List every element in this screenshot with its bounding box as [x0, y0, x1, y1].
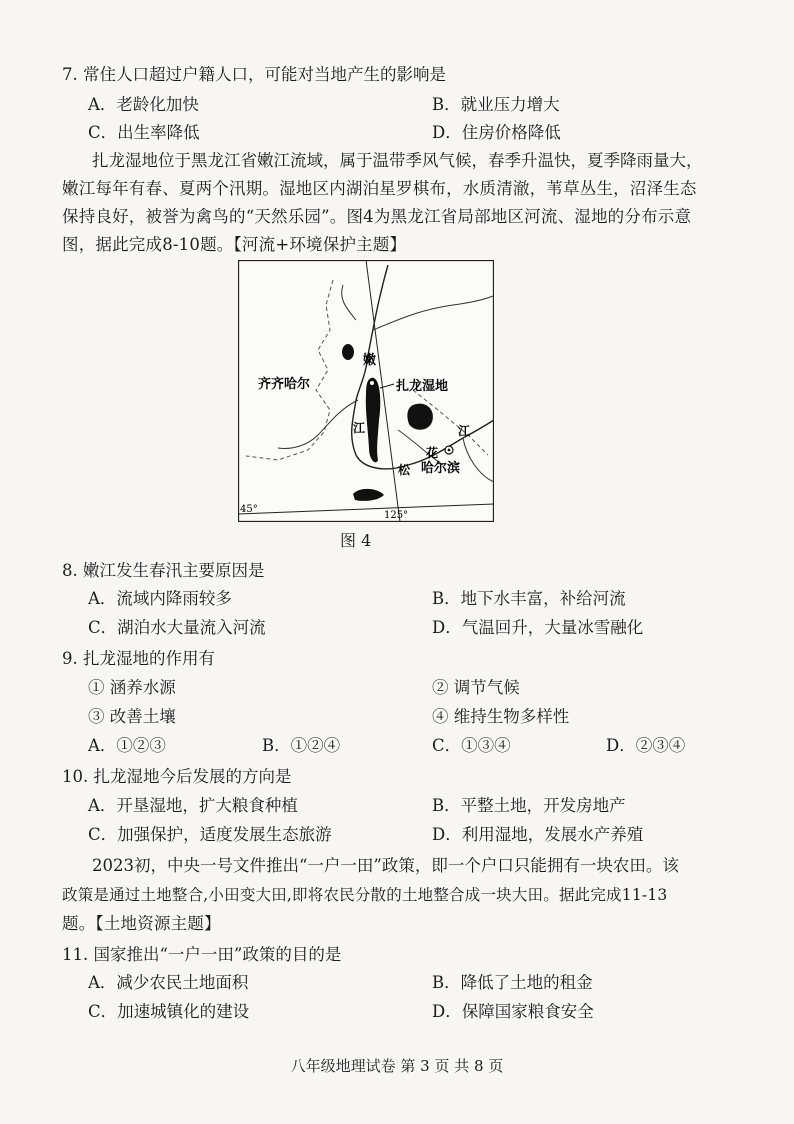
passage2-line2: 政策是通过土地整合,小田变大田,即将农民分散的土地整合成一块大田。据此完成11-13	[62, 886, 668, 904]
q9-statement-2: ② 调节气候	[432, 678, 520, 697]
q9-stem: 9. 扎龙湿地的作用有	[62, 649, 215, 668]
q8-stem: 8. 嫩江发生春汛主要原因是	[62, 561, 265, 580]
label-harbin: 哈尔滨	[421, 461, 461, 476]
label-qiqihar: 齐齐哈尔	[258, 377, 311, 392]
label-hua: 花	[426, 446, 439, 460]
label-lon-125: 125°	[384, 510, 409, 521]
passage1-line2: 嫩江每年有春、夏两个汛期。湿地区内湖泊星罗棋布，水质清澈，苇草丛生，沼泽生态	[62, 179, 697, 198]
q10-option-d: D．利用湿地，发展水产养殖	[432, 825, 644, 844]
page-footer: 八年级地理试卷 第 3 页 共 8 页	[290, 1057, 504, 1075]
q8-option-b: B．地下水丰富，补给河流	[432, 589, 626, 608]
q8-option-d: D．气温回升，大量冰雪融化	[432, 618, 644, 637]
q8-option-c: C．湖泊水大量流入河流	[88, 618, 266, 637]
lake-east	[407, 404, 433, 430]
q10-stem: 10. 扎龙湿地今后发展的方向是	[62, 767, 292, 786]
q9-statement-1: ① 涵养水源	[88, 678, 176, 697]
q10-option-b: B．平整土地，开发房地产	[432, 796, 626, 815]
q7-stem: 7. 常住人口超过户籍人口，可能对当地产生的影响是	[62, 65, 446, 84]
q11-option-d: D．保障国家粮食安全	[432, 1002, 594, 1021]
passage2-line1: 2023初，中央一号文件推出“一户一田”政策，即一个户口只能拥有一块农田。该	[92, 856, 679, 875]
q11-option-a: A．减少农民土地面积	[88, 973, 249, 992]
label-lat-45: 45°	[240, 504, 258, 515]
q10-option-a: A．开垦湿地，扩大粮食种植	[88, 796, 298, 815]
q10-option-c: C．加强保护，适度发展生态旅游	[88, 825, 332, 844]
figure4-map	[238, 260, 494, 522]
q9-option-b: B．①②④	[262, 736, 341, 755]
q11-option-b: B．降低了土地的租金	[432, 973, 593, 992]
q9-statement-3: ③ 改善土壤	[88, 707, 176, 726]
q9-option-a: A．①②③	[88, 736, 166, 755]
qiqihar-city-marker	[369, 380, 374, 385]
label-nen: 嫩	[363, 353, 377, 368]
passage1-line4: 图，据此完成8-10题。【河流+环境保护主题】	[62, 235, 407, 254]
q11-stem: 11. 国家推出“一户一田”政策的目的是	[62, 945, 342, 964]
q7-option-a: A．老龄化加快	[88, 95, 199, 114]
q7-option-d: D．住房价格降低	[432, 123, 561, 142]
label-jiang-left: 江	[353, 421, 366, 435]
passage1-line1: 扎龙湿地位于黑龙江省嫩江流域，属于温带季风气候，春季升温快，夏季降雨量大，	[92, 151, 703, 170]
q9-option-d: D．②③④	[606, 736, 686, 755]
passage2-line3: 题。【土地资源主题】	[62, 914, 221, 933]
passage1-line3: 保持良好，被誉为禽鸟的“天然乐园”。图4为黑龙江省局部地区河流、湿地的分布示意	[62, 207, 692, 226]
label-zhalong: 扎龙湿地	[396, 379, 449, 394]
q9-statement-4: ④ 维持生物多样性	[432, 707, 570, 726]
q7-option-b: B．就业压力增大	[432, 95, 560, 114]
label-song: 松	[398, 463, 411, 477]
harbin-city-dot	[448, 449, 451, 452]
q9-option-c: C．①③④	[432, 736, 511, 755]
lake-northwest	[342, 344, 354, 360]
q7-option-c: C．出生率降低	[88, 123, 200, 142]
q8-option-a: A．流域内降雨较多	[88, 589, 232, 608]
q11-option-c: C．加速城镇化的建设	[88, 1002, 250, 1021]
figure4-caption: 图 4	[340, 531, 372, 550]
label-jiang-right: 江	[458, 424, 471, 438]
